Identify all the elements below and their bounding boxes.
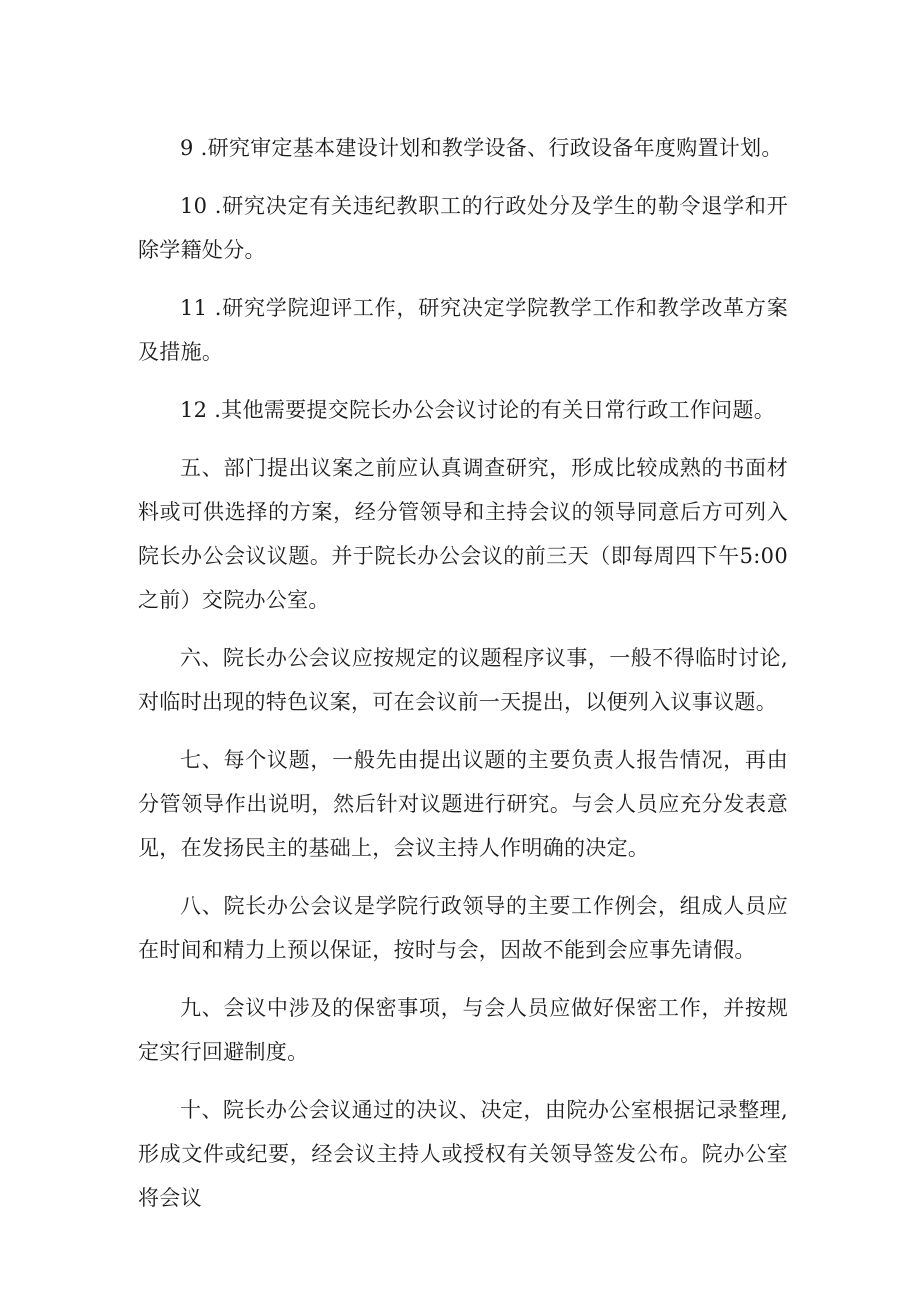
paragraph-section-5: 五、部门提出议案之前应认真调查研究，形成比较成熟的书面材料或可供选择的方案，经分管领导和主持会议的领导同意后方可列入院长办公会议议题。并于院长办公会议的前三天（即每周四下午5:00之前）交院办公室。 <box>138 456 788 612</box>
paragraph-item-11: 11 .研究学院迎评工作，研究决定学院教学工作和教学改革方案及措施。 <box>138 296 788 364</box>
paragraph-section-7: 七、每个议题，一般先由提出议题的主要负责人报告情况，再由分管领导作出说明，然后针对议题进行研究。与会人员应充分发表意见，在发扬民主的基础上，会议主持人作明确的决定。 <box>138 748 788 860</box>
paragraph-section-9: 九、会议中涉及的保密事项，与会人员应做好保密工作，并按规定实行回避制度。 <box>138 996 788 1064</box>
document-body <box>138 126 788 1234</box>
paragraph-section-10: 十、院长办公会议通过的决议、决定，由院办公室根据记录整理,形成文件或纪要，经会议主持人或授权有关领导签发公布。院办公室将会议 <box>138 1098 788 1210</box>
paragraph-item-12: 12 .其他需要提交院长办公会议讨论的有关日常行政工作问题。 <box>180 398 776 422</box>
paragraph-item-10: 10 .研究决定有关违纪教职工的行政处分及学生的勒令退学和开除学籍处分。 <box>138 194 788 262</box>
paragraph-item-9: 9 .研究审定基本建设计划和教学设备、行政设备年度购置计划。 <box>180 136 783 160</box>
paragraph-section-6: 六、院长办公会议应按规定的议题程序议事，一般不得临时讨论,对临时出现的特色议案，可在会议前一天提出，以便列入议事议题。 <box>138 646 788 714</box>
paragraph-section-8: 八、院长办公会议是学院行政领导的主要工作例会，组成人员应在时间和精力上预以保证，按时与会，因故不能到会应事先请假。 <box>138 894 788 962</box>
